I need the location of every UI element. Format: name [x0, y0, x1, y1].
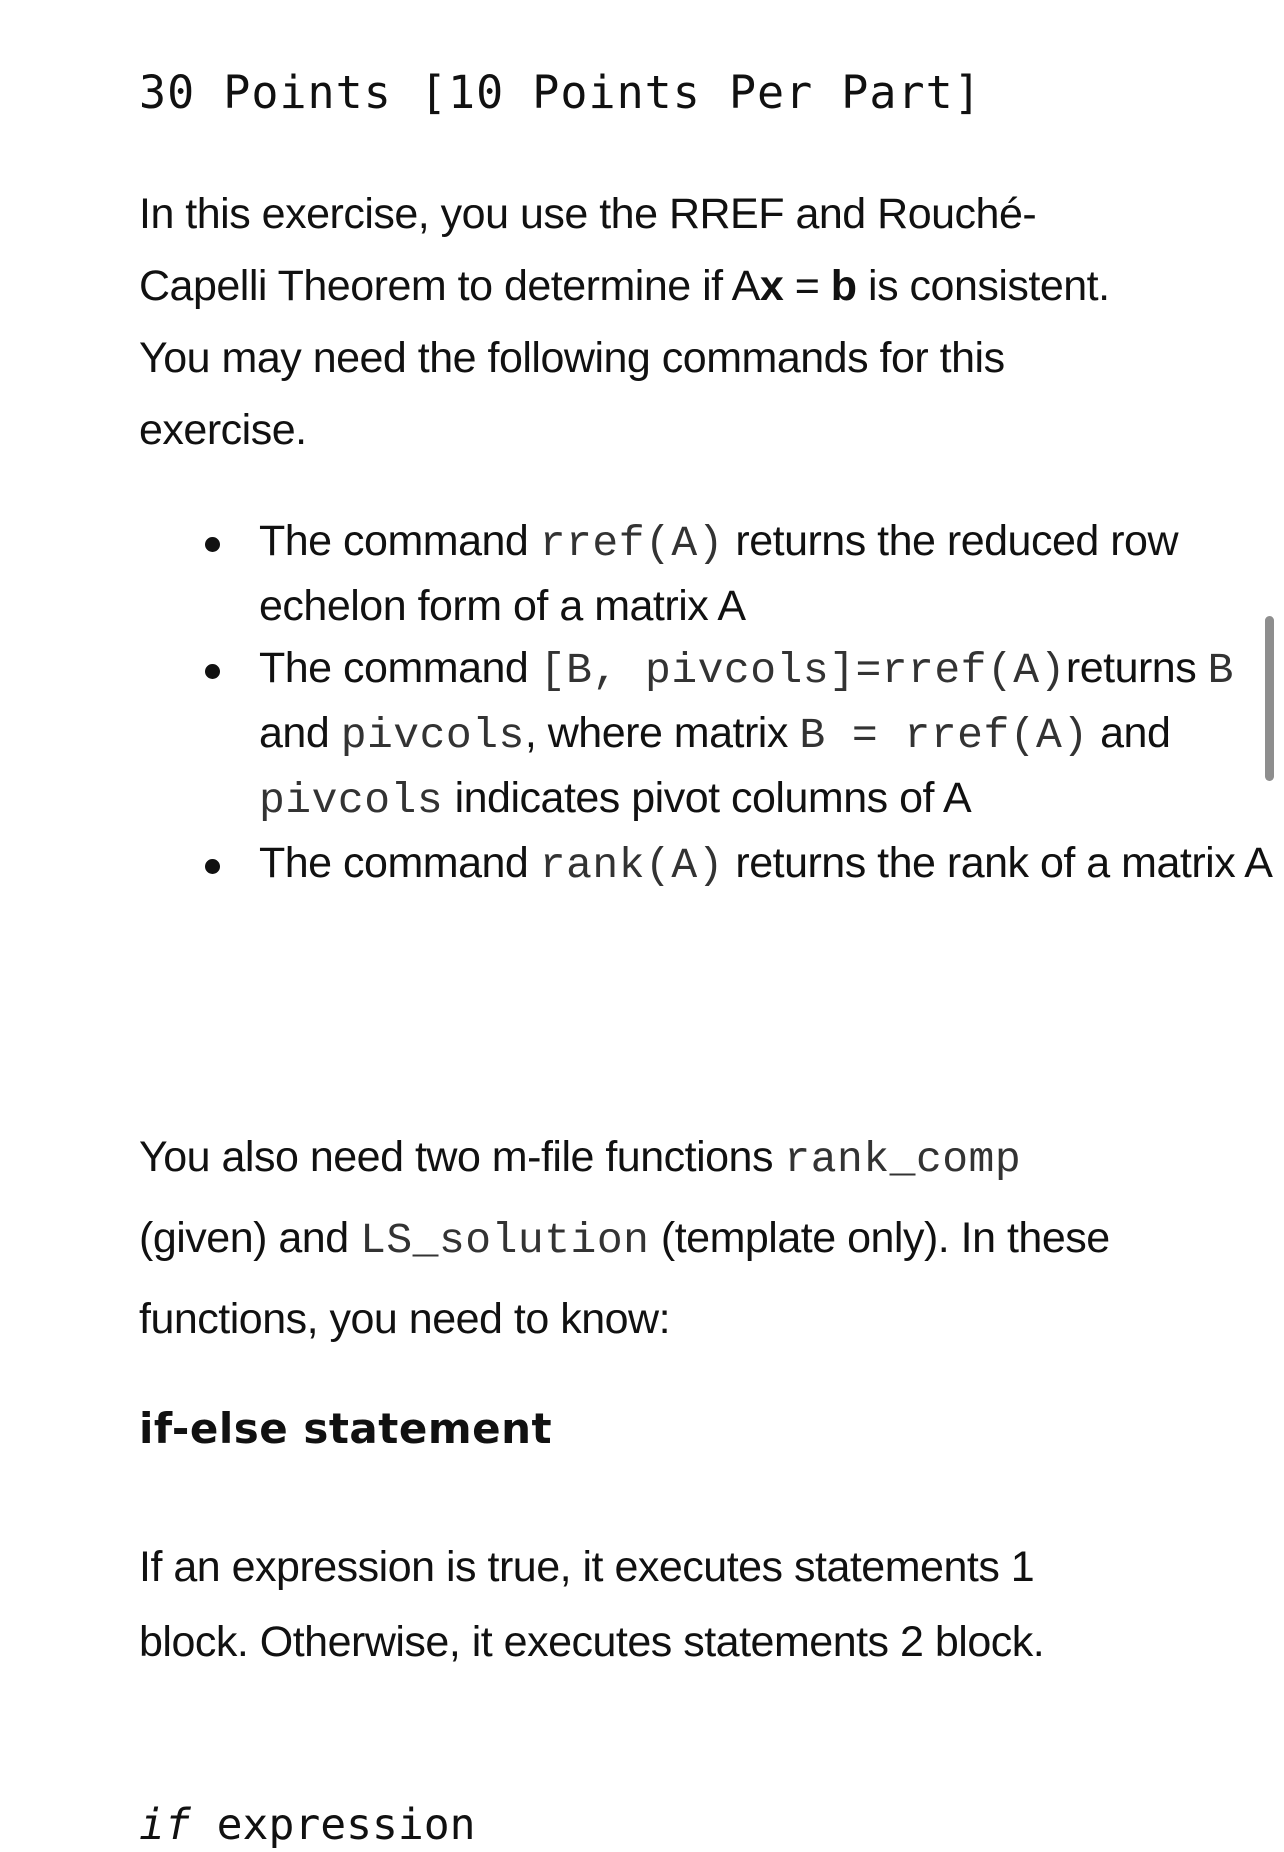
- bullet-icon: [205, 537, 220, 552]
- code-snippet: [139, 1800, 476, 1850]
- bullet-text: returns: [1065, 644, 1208, 692]
- bullet-text: returns the rank of a matrix A: [723, 839, 1273, 887]
- code-keyword: if: [139, 1800, 191, 1850]
- functions-text: You also need two m-file functions: [139, 1133, 785, 1181]
- bullet-text: , where matrix: [524, 709, 800, 757]
- section-heading: if-else statement: [139, 1404, 553, 1453]
- code-pivcols: pivcols: [340, 711, 525, 760]
- functions-text: (template only). In these functions, you need to know:: [139, 1214, 1110, 1343]
- command-list: [139, 510, 1273, 897]
- bullet-text: The command: [259, 644, 540, 692]
- code-ls-solution: LS_solution: [360, 1216, 650, 1265]
- functions-paragraph: [139, 1118, 1159, 1358]
- intro-text-1: In this exercise, you use the RREF and Rouché-Capelli Theorem to determine if A: [139, 190, 1037, 310]
- code-rref: rref(A): [539, 519, 724, 568]
- bullet-text: and: [259, 709, 341, 757]
- bullet-text: indicates pivot columns of A: [443, 774, 972, 822]
- list-item: [139, 832, 1279, 897]
- points-heading: 30 Points [10 Points Per Part]: [139, 66, 982, 119]
- code-pivcols: pivcols: [259, 776, 444, 825]
- intro-paragraph: [139, 178, 1139, 466]
- bullet-text: and: [1088, 709, 1171, 757]
- vector-b: b: [830, 262, 857, 310]
- ifelse-paragraph: If an expression is true, it executes statements 1 block. Otherwise, it executes statements 2 block.: [139, 1543, 1045, 1666]
- bullet-icon: [205, 664, 220, 679]
- bullet-icon: [205, 859, 220, 874]
- bullet-text: The command: [259, 839, 540, 887]
- equals-sign: =: [783, 262, 831, 310]
- code-b: B: [1207, 646, 1234, 695]
- code-expression: expression: [190, 1800, 476, 1850]
- functions-text: (given) and: [139, 1214, 361, 1262]
- bullet-text: The command: [259, 517, 540, 565]
- code-b-equals-rref: B = rref(A): [799, 711, 1089, 760]
- code-rref-pivcols: [B, pivcols]=rref(A): [539, 646, 1066, 695]
- vector-x: x: [759, 262, 784, 310]
- list-item: [139, 637, 1279, 832]
- scrollbar-thumb[interactable]: [1265, 616, 1274, 781]
- intro-text-2: is consistent. You may need the following commands for this exercise.: [139, 262, 1110, 454]
- bullet-text: returns the reduced row echelon form of a matrix A: [259, 517, 1179, 630]
- list-item: [139, 510, 1279, 637]
- code-rank-comp: rank_comp: [784, 1135, 1022, 1184]
- code-rank: rank(A): [539, 841, 724, 890]
